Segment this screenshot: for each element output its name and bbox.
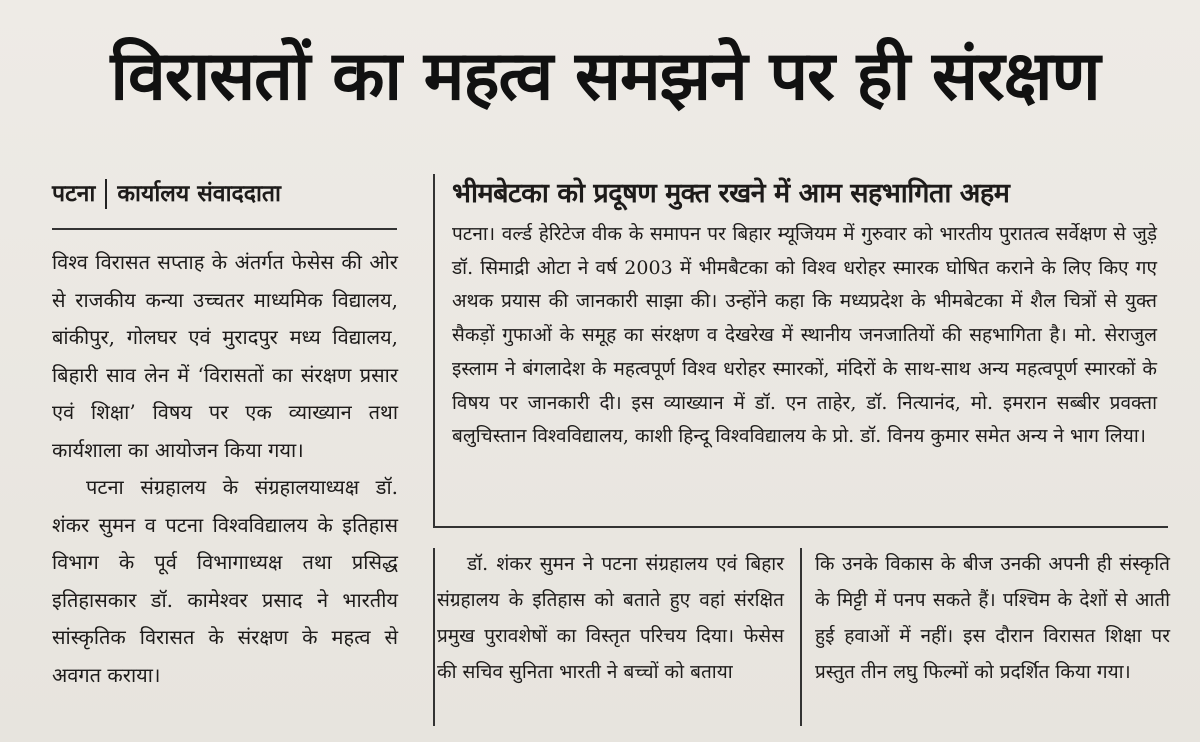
right-column	[815, 546, 1170, 690]
byline-place: पटना	[52, 181, 96, 207]
left-paragraph-2: पटना संग्रहालय के संग्रहालयाध्यक्ष डॉ. शंकर सुमन व पटना विश्वविद्यालय के इतिहास विभाग के पूर्व विभागाध्यक्ष तथा प्रसिद्ध इतिहासकार डॉ. कामेश्वर प्रसाद ने भारतीय सांस्कृतिक विरासत के संरक्षण के महत्व से अवगत कराया।	[52, 475, 398, 687]
boxed-story-subheadline: भीमबेटका को प्रदूषण मुक्त रखने में आम सहभागिता अहम	[452, 178, 1010, 209]
middle-column	[437, 546, 784, 690]
right-paragraph: कि उनके विकास के बीज उनकी अपनी ही संस्कृति के मिट्टी में पनप सकते हैं। पश्चिम के देशों से आती हुई हवाओं में नहीं। इस दौरान विरासत शिक्षा पर प्रस्तुत तीन लघु फिल्मों को प्रदर्शित किया गया।	[815, 553, 1170, 683]
byline-separator	[105, 179, 107, 209]
headline: विरासतों का महत्व समझने पर ही संरक्षण	[110, 37, 1100, 116]
column-divider-right	[800, 548, 802, 726]
left-paragraph-1: विश्व विरासत सप्ताह के अंतर्गत फेसेस की ओर से राजकीय कन्या उच्चतर माध्यमिक विद्यालय, बांकीपुर, गोलघर एवं मुरादपुर मध्य विद्यालय, बिहारी साव लेन में ‘विरासतों का संरक्षण प्रसार एवं शिक्षा’ विषय पर एक व्याख्यान तथा कार्यशाला का आयोजन किया गया।	[52, 250, 398, 462]
middle-paragraph: डॉ. शंकर सुमन ने पटना संग्रहालय एवं बिहार संग्रहालय के इतिहास को बताते हुए वहां संरक्षित प्रमुख पुरावशेषों का विस्तृत परिचय दिया। फेसेस की सचिव सुनिता भारती ने बच्चों को बताया	[437, 553, 784, 683]
byline-divider	[52, 228, 397, 230]
left-column	[52, 244, 398, 694]
boxed-story-paragraph: पटना। वर्ल्ड हेरिटेज वीक के समापन पर बिहार म्यूजियम में गुरुवार को भारतीय पुरातत्व सर्वेक्षण से जुड़े डॉ. सिमाद्री ओटा ने वर्ष 2003 में भीमबैटका को विश्व धरोहर स्मारक घोषित कराने के लिए किए गए अथक प्रयास की जानकारी साझा की। उन्होंने कहा कि मध्यप्रदेश के भीमबेटका में शैल चित्रों से युक्त सैकड़ों गुफाओं के समूह का संरक्षण व देखरेख में स्थानीय जनजातियों की सहभागिता है। मो. सेराजुल इस्लाम ने बंगलादेश के महत्वपूर्ण विश्व धरोहर स्मारकों, मंदिरों के साथ-साथ अन्य महत्वपूर्ण स्मारकों के विषय पर जानकारी दी। इस व्याख्यान में डॉ. एन ताहेर, डॉ. नित्यानंद, मो. इमरान सब्बीर प्रवक्ता बलुचिस्तान विश्वविद्यालय, काशी हिन्दू विश्वविद्यालय के प्रो. डॉ. विनय कुमार समेत अन्य ने भाग लिया।	[452, 223, 1157, 448]
byline-reporter: कार्यालय संवाददाता	[117, 181, 281, 207]
boxed-story-body	[452, 218, 1157, 454]
column-divider-left	[433, 548, 435, 726]
byline	[52, 176, 281, 212]
